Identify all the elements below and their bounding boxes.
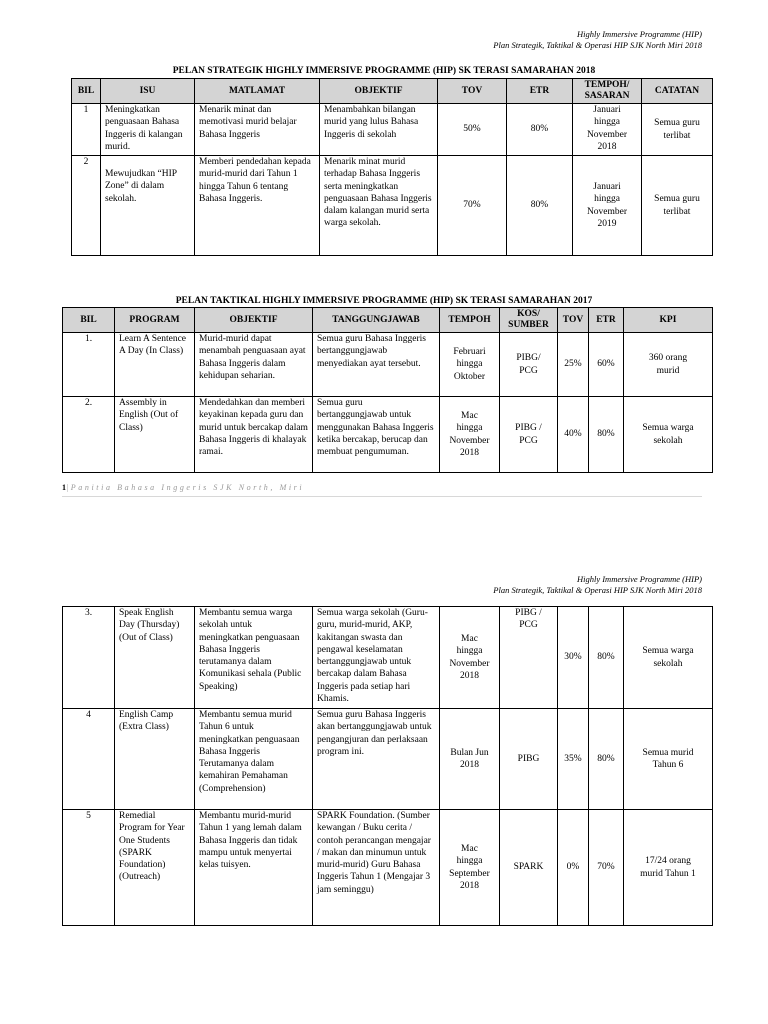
objektif-cell: Menarik minat murid terhadap Bahasa Inggeris serta meningkatkan penguasaan Bahasa Inggeris dalam kalangan murid serta warga sekolah. <box>320 156 438 256</box>
col-header-objektif: OBJEKTIF <box>320 79 438 104</box>
objektif-cell: Membantu semua warga sekolah untuk meningkatkan penguasaan Bahasa Inggeris terutamanya dalam Komunikasi sehala (Public Speaking) <box>195 607 313 709</box>
col-header-kpi: KPI <box>624 308 713 333</box>
bil-cell: 5 <box>63 810 115 926</box>
etr-cell: 60% <box>589 333 624 397</box>
catatan-cell: Semua guru terlibat <box>642 104 713 156</box>
page2-header-title: Highly Immersive Programme (HIP) <box>576 574 702 584</box>
tempoh-cell: Mac hingga November 2018 <box>440 607 500 709</box>
objektif-cell: Murid-murid dapat menambah penguasaan ayat Bahasa Inggeris dalam kehidupan seharian. <box>195 333 313 397</box>
kpi-cell: Semua murid Tahun 6 <box>624 709 713 810</box>
tempoh-cell: Bulan Jun 2018 <box>440 709 500 810</box>
page1-header <box>493 29 702 51</box>
bil-cell: 3. <box>63 607 115 709</box>
col-header-objektif: OBJEKTIF <box>195 308 313 333</box>
tempoh-cell: Mac hingga September 2018 <box>440 810 500 926</box>
isu-text: Mewujudkan “HIP Zone” di dalam sekolah. <box>105 169 177 204</box>
col-header-etr: ETR <box>589 308 624 333</box>
etr-cell: 80% <box>589 709 624 810</box>
etr-cell: 80% <box>507 156 573 256</box>
tov-cell: 40% <box>558 397 589 473</box>
matlamat-cell: Memberi pendedahan kepada murid-murid dari Tahun 1 hingga Tahun 6 tentang Bahasa Inggeris. <box>195 156 320 256</box>
col-header-tanggungjawab: TANGGUNGJAWAB <box>313 308 440 333</box>
tanggungjawab-cell: Semua warga sekolah (Guru-guru, murid-murid, AKP, kakitangan swasta dan pengawal keselamatan bertanggungjawab untuk bercakap dalam Bahasa Inggeris pada setiap hari Khamis. <box>313 607 440 709</box>
tanggungjawab-cell: Semua guru bertanggungjawab untuk menggunakan Bahasa Inggeris ketika bercakap, berucap dan membuat pengumuman. <box>313 397 440 473</box>
bil-cell: 4 <box>63 709 115 810</box>
etr-cell: 80% <box>589 607 624 709</box>
col-header-tempoh: TEMPOH <box>440 308 500 333</box>
page1-header-title: Highly Immersive Programme (HIP) <box>576 29 702 39</box>
page-footer <box>62 483 702 497</box>
program-cell: Remedial Program for Year One Students (SPARK Foundation) (Outreach) <box>115 810 195 926</box>
tactical-plan-table-continued <box>62 606 713 926</box>
tempoh-cell: Februari hingga Oktober <box>440 333 500 397</box>
col-header-matlamat: MATLAMAT <box>195 79 320 104</box>
kpi-cell: 17/24 orang murid Tahun 1 <box>624 810 713 926</box>
kpi-cell: 360 orang murid <box>624 333 713 397</box>
table-row <box>72 104 713 156</box>
tov-cell: 70% <box>438 156 507 256</box>
objektif-cell: Membantu semua murid Tahun 6 untuk meningkatkan penguasaan Bahasa Inggeris Terutamanya dalam kemahiran Pemahaman (Comprehension) <box>195 709 313 810</box>
table-row <box>72 156 713 256</box>
bil-cell: 1. <box>63 333 115 397</box>
kos-sumber-cell: PIBG <box>500 709 558 810</box>
table-row <box>63 397 713 473</box>
table-row <box>63 810 713 926</box>
strategic-header-row <box>72 79 713 104</box>
tempoh-cell: Januari hingga November 2018 <box>573 104 642 156</box>
tempoh-cell: Januari hingga November 2019 <box>573 156 642 256</box>
objektif-cell: Mendedahkan dan memberi keyakinan kepada guru dan murid untuk bercakap dalam Bahasa Inggeris di khalayak ramai. <box>195 397 313 473</box>
kpi-cell: Semua warga sekolah <box>624 397 713 473</box>
matlamat-cell: Menarik minat dan memotivasi murid belajar Bahasa Inggeris <box>195 104 320 156</box>
kos-sumber-cell: PIBG/ PCG <box>500 333 558 397</box>
tactical-plan-table <box>62 307 713 473</box>
footer-text: |Panitia Bahasa Inggeris SJK North, Miri <box>66 483 305 492</box>
col-header-catatan: CATATAN <box>642 79 713 104</box>
tactical-plan-title: PELAN TAKTIKAL HIGHLY IMMERSIVE PROGRAMME (HIP) SK TERASI SAMARAHAN 2017 <box>175 296 593 306</box>
tanggungjawab-cell: Semua guru Bahasa Inggeris bertanggungjawab menyediakan ayat tersebut. <box>313 333 440 397</box>
bil-cell: 2. <box>63 397 115 473</box>
strategic-plan-table <box>71 78 713 256</box>
isu-cell <box>101 156 195 256</box>
table-row <box>63 607 713 709</box>
program-cell: Speak English Day (Thursday) (Out of Class) <box>115 607 195 709</box>
tactical-header-row <box>63 308 713 333</box>
tov-cell: 50% <box>438 104 507 156</box>
col-header-bil: BIL <box>63 308 115 333</box>
program-cell: Learn A Sentence A Day (In Class) <box>115 333 195 397</box>
catatan-cell: Semua guru terlibat <box>642 156 713 256</box>
page-number: 1 <box>62 483 66 492</box>
table-row <box>63 333 713 397</box>
bil-cell: 2 <box>72 156 101 256</box>
tov-cell: 35% <box>558 709 589 810</box>
col-header-program: PROGRAM <box>115 308 195 333</box>
page2-header-subtitle: Plan Strategik, Taktikal & Operasi HIP SJK North Miri 2018 <box>493 585 702 595</box>
etr-cell: 80% <box>507 104 573 156</box>
etr-cell: 80% <box>589 397 624 473</box>
kos-sumber-cell: SPARK <box>500 810 558 926</box>
bil-cell: 1 <box>72 104 101 156</box>
tanggungjawab-cell: Semua guru Bahasa Inggeris akan bertanggungjawab untuk pengangjuran dan perlaksaan program ini. <box>313 709 440 810</box>
tov-cell: 30% <box>558 607 589 709</box>
col-header-tempoh-sasaran: TEMPOH/ SASARAN <box>573 79 642 104</box>
etr-cell: 70% <box>589 810 624 926</box>
page2-header <box>493 574 702 596</box>
col-header-kos-sumber: KOS/ SUMBER <box>500 308 558 333</box>
kos-sumber-cell: PIBG / PCG <box>500 607 558 709</box>
tanggungjawab-cell: SPARK Foundation. (Sumber kewangan / Buku cerita / contoh perancangan mengajar / makan dan minumun untuk murid-murid) Guru Bahasa Inggeris Tahun 1 (Mengajar 3 jam seminggu) <box>313 810 440 926</box>
page1-header-subtitle: Plan Strategik, Taktikal & Operasi HIP SJK North Miri 2018 <box>493 40 702 50</box>
strategic-plan-title: PELAN STRATEGIK HIGHLY IMMERSIVE PROGRAMME (HIP) SK TERASI SAMARAHAN 2018 <box>172 66 596 76</box>
program-cell: Assembly in English (Out of Class) <box>115 397 195 473</box>
objektif-cell: Menambahkan bilangan murid yang lulus Bahasa Inggeris di sekolah <box>320 104 438 156</box>
col-header-tov: TOV <box>558 308 589 333</box>
program-cell: English Camp (Extra Class) <box>115 709 195 810</box>
tov-cell: 0% <box>558 810 589 926</box>
col-header-tov: TOV <box>438 79 507 104</box>
col-header-bil: BIL <box>72 79 101 104</box>
col-header-etr: ETR <box>507 79 573 104</box>
col-header-isu: ISU <box>101 79 195 104</box>
kos-sumber-cell: PIBG / PCG <box>500 397 558 473</box>
kpi-cell: Semua warga sekolah <box>624 607 713 709</box>
isu-cell: Meningkatkan penguasaan Bahasa Inggeris di kalangan murid. <box>101 104 195 156</box>
objektif-cell: Membantu murid-murid Tahun 1 yang lemah dalam Bahasa Inggeris dan tidak mampu untuk menyertai kelas tuisyen. <box>195 810 313 926</box>
table-row <box>63 709 713 810</box>
tempoh-cell: Mac hingga November 2018 <box>440 397 500 473</box>
tov-cell: 25% <box>558 333 589 397</box>
